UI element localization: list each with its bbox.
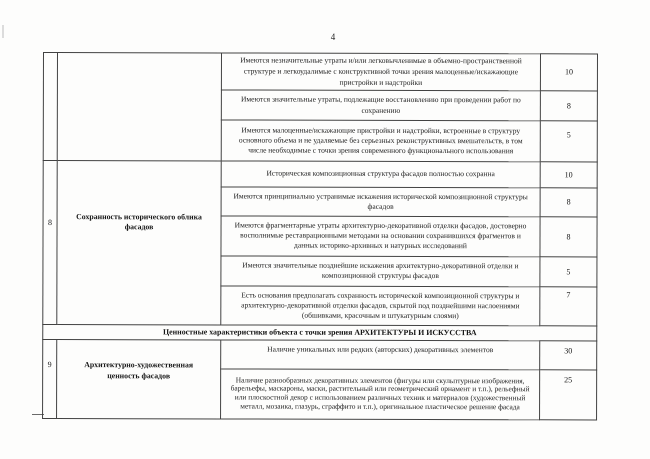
category-cell: Сохранность исторического облика фасадов — [57, 160, 221, 324]
table-row — [43, 53, 597, 91]
criteria-table — [42, 52, 598, 420]
criterion-description: Имеются принципиально устранимые искажения исторической композиционной структуры фасадов — [221, 187, 540, 217]
score-value: 10 — [540, 54, 597, 91]
criterion-description: Имеются незначительные утраты и/или легковычленимые в объемно-пространственной структуре и легкоудалимые с конструктивной точки зрения малоценные/искажающие пристройки и надстройки — [221, 53, 540, 90]
category-cell — [57, 53, 221, 161]
criterion-description: Наличие разнообразных декоративных элементов (фигуры или скульптурные изображения, барельефы, маскароны, маски, растительный или геометрический орнамент и т.п.), рельефный или плоскостной декор с использованием различных техник и материалов (художественный металл, мозаика, глазурь, сграффито и т.п.), оригинальное пластическое решение фасада — [221, 369, 540, 420]
criterion-description: Историческая композиционная структура фасадов полностью сохранна — [221, 161, 540, 188]
section-header-row — [43, 324, 597, 340]
item-number-cell: 9 — [43, 339, 57, 418]
criterion-description: Имеются значительные утраты, подлежащие восстановлению при проведении работ по сохранению — [221, 90, 540, 121]
scan-artifact-mark — [2, 25, 4, 38]
page-number: 4 — [330, 32, 336, 42]
score-value: 5 — [540, 256, 597, 286]
table-row — [43, 339, 597, 369]
score-value: 7 — [540, 286, 597, 325]
score-value: 30 — [540, 340, 597, 369]
score-value: 5 — [540, 120, 597, 161]
criterion-description: Есть основания предполагать сохранность исторической композиционной структуры и архитектурно-декоративной отделки фасадов, скрытой под позднейшими наслоениями (обшивками, красочным и штукатурным слоями) — [221, 286, 540, 326]
criterion-description: Имеются фрагментарные утраты архитектурно-декоративной отделки фасадов, достоверно восполнимые реставрационными методами на основании сохранившихся фрагментов и данных историко-архивных и натурных исследований — [221, 216, 540, 257]
item-number-cell: 8 — [43, 160, 57, 324]
section-header: Ценностные характеристики объекта с точки зрения АРХИТЕКТУРЫ И ИСКУССТВА — [43, 324, 597, 340]
score-value: 8 — [540, 216, 597, 256]
score-value: 10 — [540, 161, 597, 187]
criterion-description: Имеются малоценные/искажающие пристройки и надстройки, встроенные в структуру основного объема и не удаляемые без серьезных реконструктивных вмешательств, в том числе необходимые с точки зрения современного функционального использования — [221, 120, 540, 162]
criterion-description: Имеются значительные позднейшие искажения архитектурно-декоративной отделки и композиционной структуры фасадов — [221, 256, 540, 287]
criterion-description: Наличие уникальных или редких (авторских) декоративных элементов — [221, 340, 540, 370]
category-cell: Архитектурно-художественная ценность фасадов — [57, 339, 221, 418]
score-value: 8 — [540, 187, 597, 216]
score-value: 8 — [540, 90, 597, 120]
score-value: 25 — [540, 369, 597, 419]
item-number-cell — [43, 53, 57, 161]
table-row — [43, 160, 597, 187]
